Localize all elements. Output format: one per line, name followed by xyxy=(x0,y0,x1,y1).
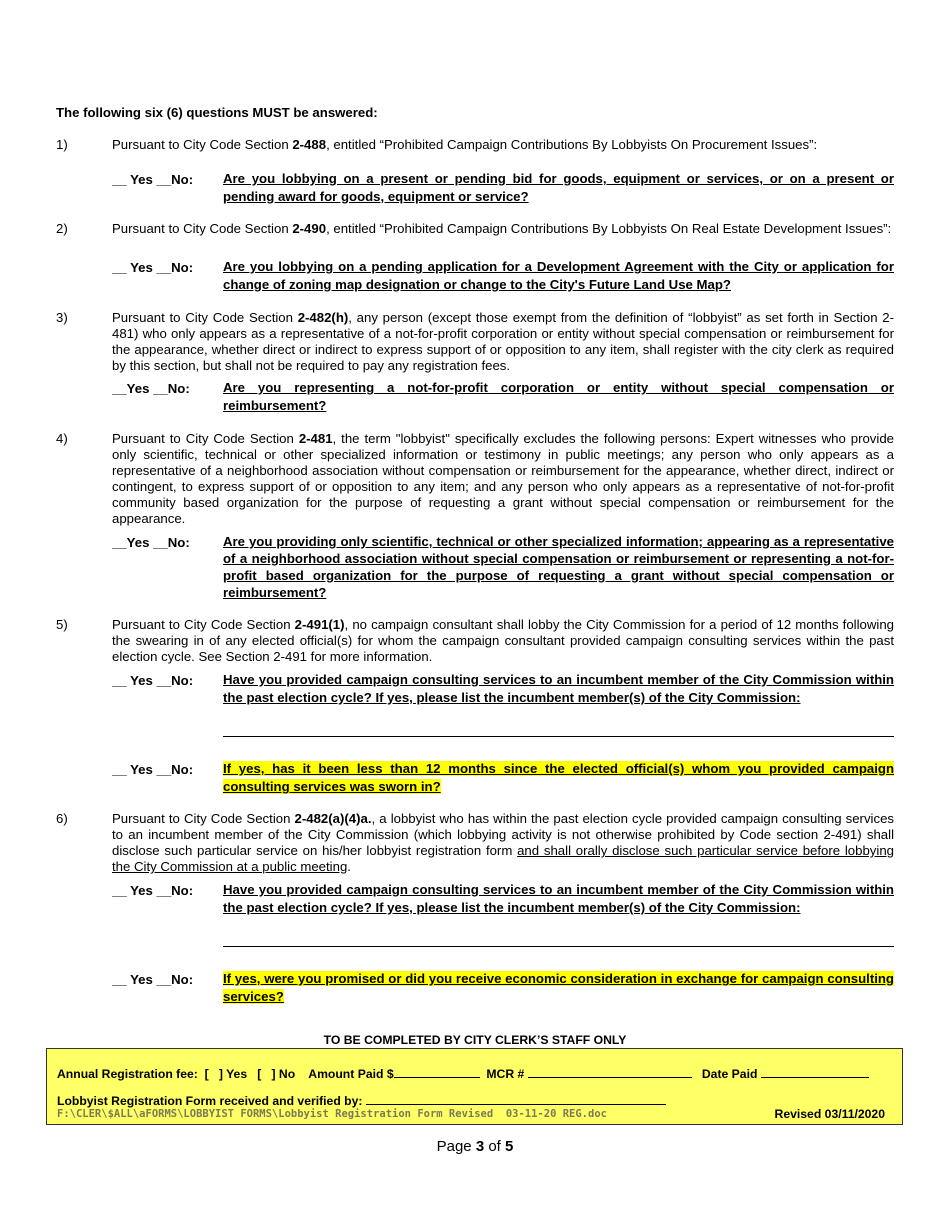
code-section: 2-482(a)(4)a. xyxy=(294,811,372,826)
fee-no-checkbox[interactable]: [ ] No xyxy=(257,1067,296,1081)
code-section: 2-482(h) xyxy=(297,310,349,325)
oral-disclosure-text: and shall orally disclose such particular service before lobbying the City Commission at a public meeting xyxy=(112,843,894,874)
verified-label: Lobbyist Registration Form received and verified by: xyxy=(57,1094,363,1108)
question-prompt: Are you providing only scientific, technical or other specialized information; appearing as a representative of a neighborhood association without special compensation or reimbursement or representing a not-for-profit based organization for the purpose of requesting a grant without special compensation or reimbursement? xyxy=(223,534,894,600)
question-number: 3) xyxy=(56,310,68,325)
verified-by-field[interactable] xyxy=(366,1092,666,1105)
verified-row xyxy=(57,1092,666,1108)
code-section: 2-491(1) xyxy=(294,617,345,632)
question-intro: Pursuant to City Code Section 2-481, the term "lobbyist" specifically excludes the following persons: Expert witnesses who provide only scientific, technical or other specialized information or testimony in public meetings; any person who only appears as a representative of a neighborhood association without compensation or reimbursement for the appearance, whether direct, indirect or contingent, to express support of or opposition to any item; and any person who only appears as a representative of not-for-profit community based organization for the purpose of requesting a grant without special compensation or reimbursement for the appearance. xyxy=(112,431,894,526)
fee-row xyxy=(57,1065,869,1081)
revised-date: Revised 03/11/2020 xyxy=(774,1107,885,1121)
total-pages: 5 xyxy=(505,1138,514,1155)
question-intro: Pursuant to City Code Section 2-482(h), any person (except those exempt from the definition of “lobbyist” as set forth in Section 2-481) who only appears as a representative of a not-for-profit corporation or entity without special compensation or reimbursement for the appearance, whether direct or indirect to express support of or opposition to any item, shall register with the city clerk as required by this section, but shall not be required to pay any registration fees. xyxy=(112,310,894,373)
question-prompt: Are you lobbying on a pending application for a Development Agreement with the City or application for change of zoning map designation or change to the City's Future Land Use Map? xyxy=(223,259,894,292)
file-path: F:\CLER\$ALL\aFORMS\LOBBYIST FORMS\Lobbyist Registration Form Revised 03-11-20 REG.doc xyxy=(57,1108,607,1120)
date-paid-field[interactable] xyxy=(761,1065,869,1078)
question-number: 5) xyxy=(56,617,68,632)
answer-line[interactable] xyxy=(223,946,894,947)
question-number: 2) xyxy=(56,221,68,236)
yes-no-checkbox[interactable]: __ Yes __No: xyxy=(112,883,194,898)
question-prompt: Are you lobbying on a present or pending bid for goods, equipment or services, or on a present or pending award for goods, equipment or service? xyxy=(223,171,894,204)
followup-prompt: If yes, were you promised or did you receive economic consideration in exchange for campaign consulting services? xyxy=(223,971,894,1004)
clerk-box xyxy=(46,1048,903,1125)
page-number: 3 xyxy=(475,1138,485,1155)
amount-paid-field[interactable] xyxy=(394,1065,480,1078)
answer-line[interactable] xyxy=(223,736,894,737)
section-heading: The following six (6) questions MUST be answered: xyxy=(56,105,378,120)
question-prompt: Have you provided campaign consulting services to an incumbent member of the City Commission within the past election cycle? If yes, please list the incumbent member(s) of the City Commission: xyxy=(223,882,894,915)
yes-no-checkbox[interactable]: __ Yes __No: xyxy=(112,972,194,987)
code-section: 2-488 xyxy=(292,137,327,152)
yes-no-checkbox[interactable]: __ Yes __No: xyxy=(112,260,194,275)
yes-no-checkbox[interactable]: __ Yes __No: xyxy=(112,673,194,688)
question-number: 6) xyxy=(56,811,68,826)
question-prompt: Are you representing a not-for-profit corporation or entity without special compensation or reimbursement? xyxy=(223,380,894,413)
question-intro: Pursuant to City Code Section 2-490, entitled “Prohibited Campaign Contributions By Lobbyists On Real Estate Development Issues”: xyxy=(112,221,892,236)
yes-no-checkbox[interactable]: __ Yes __No: xyxy=(112,172,194,187)
mcr-label: MCR # xyxy=(486,1067,525,1081)
code-section: 2-490 xyxy=(292,221,327,236)
fee-yes-checkbox[interactable]: [ ] Yes xyxy=(204,1067,248,1081)
question-intro: Pursuant to City Code Section 2-491(1), no campaign consultant shall lobby the City Commission for a period of 12 months following the swearing in of any elected official(s) for whom the campaign consultant provided campaign consulting services within the past election cycle. See Section 2-491 for more information. xyxy=(112,617,894,664)
yes-no-checkbox[interactable]: __Yes __No: xyxy=(112,535,190,550)
question-number: 4) xyxy=(56,431,68,446)
fee-label: Annual Registration fee: xyxy=(57,1067,198,1081)
question-intro: Pursuant to City Code Section 2-482(a)(4)a., a lobbyist who has within the past election cycle provided campaign consulting services to an incumbent member of the City Commission (which lobbying activity is not otherwise prohibited by Code section 2-491) shall disclose such particular service on his/her lobbyist registration form and shall orally disclose such particular service before lobbying the City Commission at a public meeting. xyxy=(112,811,894,874)
code-section: 2-481 xyxy=(298,431,333,446)
mcr-field[interactable] xyxy=(528,1065,692,1078)
yes-no-checkbox[interactable]: __Yes __No: xyxy=(112,381,190,396)
question-intro: Pursuant to City Code Section 2-488, entitled “Prohibited Campaign Contributions By Lobbyists On Procurement Issues”: xyxy=(112,137,818,152)
amount-paid-label: Amount Paid $ xyxy=(308,1067,394,1081)
question-prompt: Have you provided campaign consulting services to an incumbent member of the City Commission within the past election cycle? If yes, please list the incumbent member(s) of the City Commission: xyxy=(223,672,894,705)
date-paid-label: Date Paid xyxy=(701,1067,758,1081)
page-footer: Page 3 of 5 xyxy=(436,1138,514,1155)
question-number: 1) xyxy=(56,137,68,152)
yes-no-checkbox[interactable]: __ Yes __No: xyxy=(112,762,194,777)
clerk-heading: TO BE COMPLETED BY CITY CLERK’S STAFF ONLY xyxy=(323,1033,627,1047)
followup-prompt: If yes, has it been less than 12 months since the elected official(s) whom you provided campaign consulting services was sworn in? xyxy=(223,761,894,794)
